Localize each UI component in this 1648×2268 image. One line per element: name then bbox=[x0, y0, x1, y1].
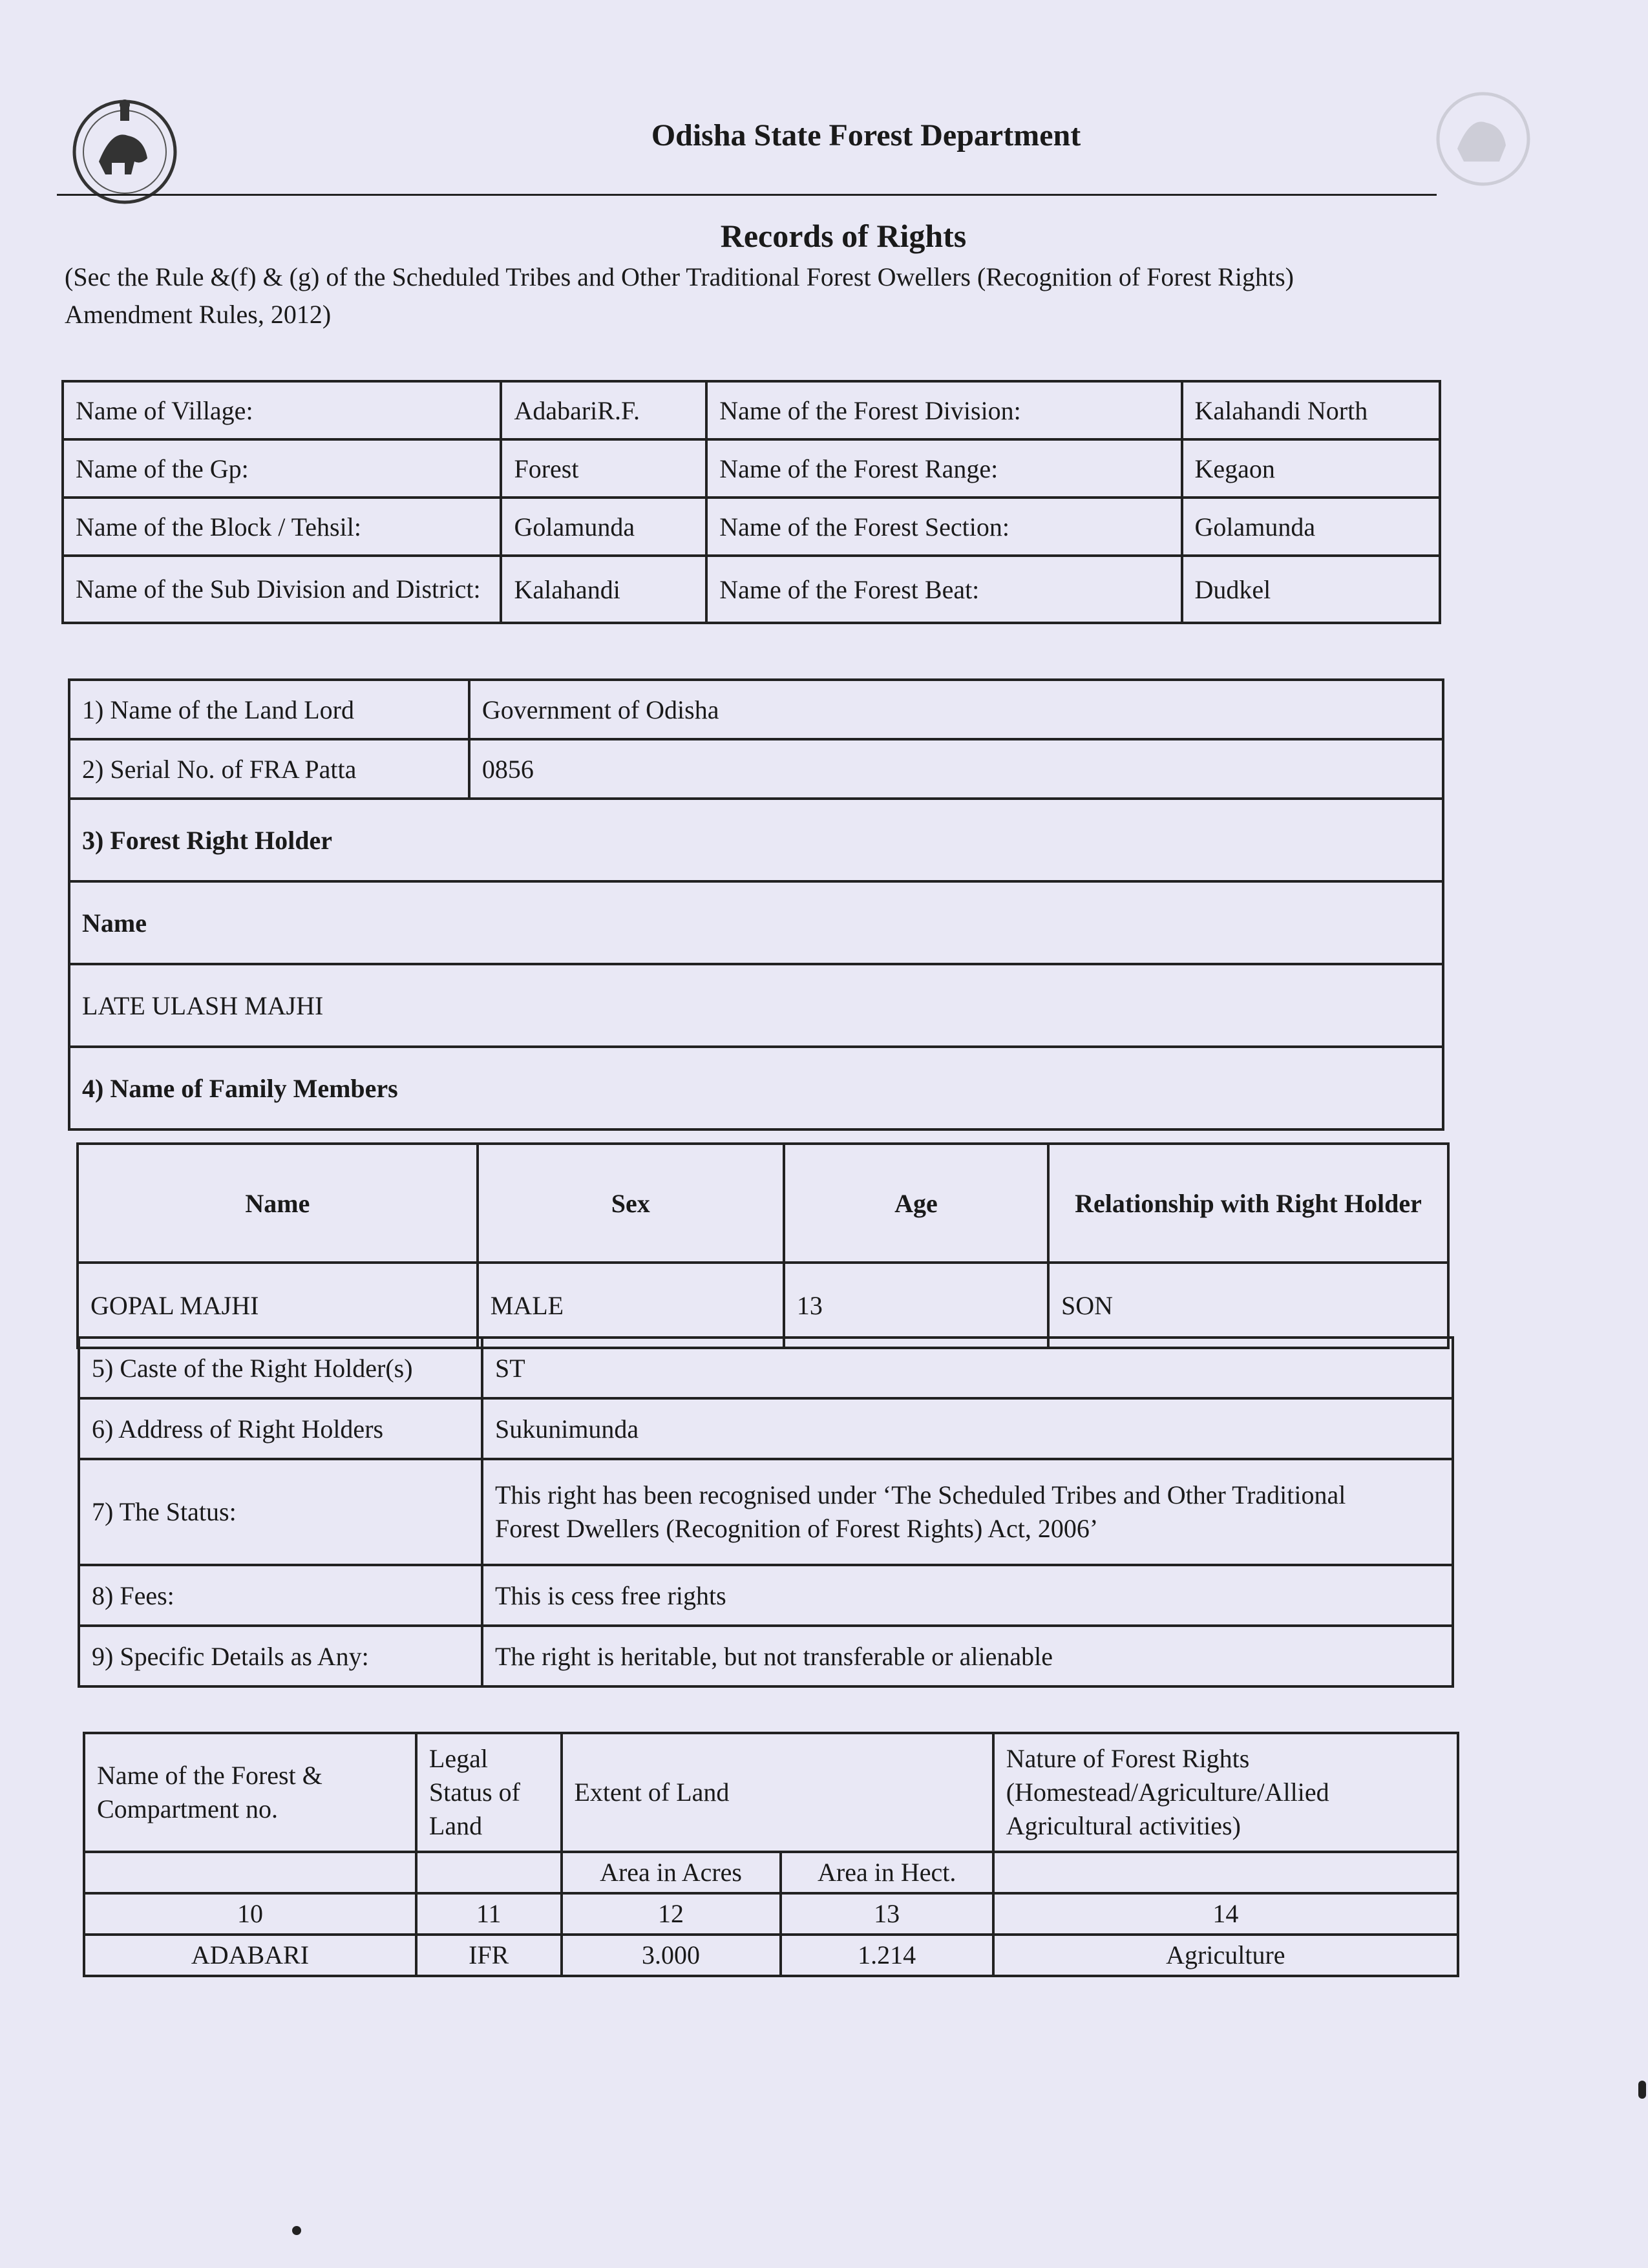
column-header-name: Name bbox=[78, 1144, 478, 1263]
status-label: 7) The Status: bbox=[79, 1459, 482, 1565]
gp-label: Name of the Gp: bbox=[63, 439, 501, 498]
area-acres-value: 3.000 bbox=[562, 1935, 781, 1976]
name-heading: Name bbox=[69, 881, 1443, 964]
column-number: 13 bbox=[781, 1893, 993, 1935]
forest-compartment-header: Name of the Forest & Compartment no. bbox=[84, 1733, 416, 1852]
member-relationship: SON bbox=[1048, 1263, 1448, 1348]
specific-details-value: The right is heritable, but not transferable or alienable bbox=[482, 1626, 1453, 1686]
block-label: Name of the Block / Tehsil: bbox=[63, 498, 501, 556]
legal-status-value: IFR bbox=[416, 1935, 562, 1976]
land-extent-table bbox=[83, 1732, 1459, 1977]
land-lord-label: 1) Name of the Land Lord bbox=[69, 680, 469, 739]
member-name: GOPAL MAJHI bbox=[78, 1263, 478, 1348]
empty-cell bbox=[84, 1852, 416, 1893]
legal-status-header: Legal Status of Land bbox=[416, 1733, 562, 1852]
column-header-age: Age bbox=[784, 1144, 1048, 1263]
village-label: Name of Village: bbox=[63, 381, 501, 439]
column-number: 11 bbox=[416, 1893, 562, 1935]
column-number-row bbox=[84, 1893, 1458, 1935]
extent-of-land-header: Extent of Land bbox=[562, 1733, 993, 1852]
forest-name-value: ADABARI bbox=[84, 1935, 416, 1976]
empty-cell bbox=[416, 1852, 562, 1893]
nature-of-rights-header: Nature of Forest Rights (Homestead/Agriculture/Allied Agricultural activities) bbox=[993, 1733, 1458, 1852]
table-row bbox=[63, 439, 1440, 498]
records-title: Records of Rights bbox=[720, 218, 967, 254]
forest-section-value: Golamunda bbox=[1182, 498, 1441, 556]
fees-label: 8) Fees: bbox=[79, 1565, 482, 1626]
gp-value: Forest bbox=[501, 439, 706, 498]
table-row bbox=[69, 680, 1443, 739]
specific-details-label: 9) Specific Details as Any: bbox=[79, 1626, 482, 1686]
caste-value: ST bbox=[482, 1338, 1453, 1398]
details-table bbox=[78, 1336, 1454, 1688]
table-header-row bbox=[84, 1733, 1458, 1852]
ink-mark bbox=[1638, 2081, 1646, 2099]
department-title: Odisha State Forest Department bbox=[651, 118, 1081, 152]
column-number: 12 bbox=[562, 1893, 781, 1935]
caste-label: 5) Caste of the Right Holder(s) bbox=[79, 1338, 482, 1398]
forest-beat-label: Name of the Forest Beat: bbox=[706, 556, 1181, 623]
status-line-2: Forest Dwellers (Recognition of Forest Rights) Act, 2006’ bbox=[494, 1514, 1099, 1543]
rules-subtitle: (Sec the Rule &(f) & (g) of the Scheduled Tribes and Other Traditional Forest Owellers (Recognition of Forest Rights) Amendment Rules, 2012) bbox=[65, 262, 1294, 329]
status-line-1: This right has been recognised under ‘The Scheduled Tribes and Other Traditional bbox=[494, 1480, 1346, 1509]
village-value: AdabariR.F. bbox=[501, 381, 706, 439]
table-row bbox=[79, 1459, 1453, 1565]
table-header-row bbox=[78, 1144, 1448, 1263]
table-subheader-row bbox=[84, 1852, 1458, 1893]
table-row bbox=[69, 964, 1443, 1047]
right-holder-heading: 3) Forest Right Holder bbox=[69, 799, 1443, 881]
table-row bbox=[63, 381, 1440, 439]
status-value bbox=[482, 1459, 1453, 1565]
table-row bbox=[79, 1338, 1453, 1398]
forest-range-value: Kegaon bbox=[1182, 439, 1441, 498]
subdivision-label: Name of the Sub Division and District: bbox=[63, 556, 501, 623]
holder-table bbox=[68, 678, 1444, 1131]
forest-beat-value: Dudkel bbox=[1182, 556, 1441, 623]
table-row bbox=[69, 739, 1443, 799]
address-value: Sukunimunda bbox=[482, 1398, 1453, 1459]
area-acres-header: Area in Acres bbox=[562, 1852, 781, 1893]
family-heading: 4) Name of Family Members bbox=[69, 1047, 1443, 1129]
member-age: 13 bbox=[784, 1263, 1048, 1348]
table-row bbox=[84, 1935, 1458, 1976]
table-row bbox=[79, 1626, 1453, 1686]
table-row bbox=[63, 556, 1440, 623]
location-table bbox=[61, 380, 1441, 624]
forest-range-label: Name of the Forest Range: bbox=[706, 439, 1181, 498]
table-row bbox=[69, 1047, 1443, 1129]
block-value: Golamunda bbox=[501, 498, 706, 556]
table-row bbox=[79, 1565, 1453, 1626]
address-label: 6) Address of Right Holders bbox=[79, 1398, 482, 1459]
serial-label: 2) Serial No. of FRA Patta bbox=[69, 739, 469, 799]
forest-division-value: Kalahandi North bbox=[1182, 381, 1441, 439]
table-row bbox=[63, 498, 1440, 556]
land-lord-value: Government of Odisha bbox=[469, 680, 1443, 739]
empty-cell bbox=[993, 1852, 1458, 1893]
ink-dot bbox=[292, 2226, 301, 2235]
table-row bbox=[79, 1398, 1453, 1459]
serial-value: 0856 bbox=[469, 739, 1443, 799]
header-divider bbox=[57, 194, 1437, 196]
family-members-table bbox=[76, 1142, 1450, 1349]
subdivision-value: Kalahandi bbox=[501, 556, 706, 623]
column-number: 10 bbox=[84, 1893, 416, 1935]
forest-section-label: Name of the Forest Section: bbox=[706, 498, 1181, 556]
table-row bbox=[69, 881, 1443, 964]
area-hect-header: Area in Hect. bbox=[781, 1852, 993, 1893]
table-row bbox=[78, 1263, 1448, 1348]
column-header-sex: Sex bbox=[478, 1144, 784, 1263]
area-hect-value: 1.214 bbox=[781, 1935, 993, 1976]
column-header-relationship: Relationship with Right Holder bbox=[1048, 1144, 1448, 1263]
column-number: 14 bbox=[993, 1893, 1458, 1935]
nature-of-rights-value: Agriculture bbox=[993, 1935, 1458, 1976]
member-sex: MALE bbox=[478, 1263, 784, 1348]
table-row bbox=[69, 799, 1443, 881]
right-holder-name: LATE ULASH MAJHI bbox=[69, 964, 1443, 1047]
fees-value: This is cess free rights bbox=[482, 1565, 1453, 1626]
forest-division-label: Name of the Forest Division: bbox=[706, 381, 1181, 439]
